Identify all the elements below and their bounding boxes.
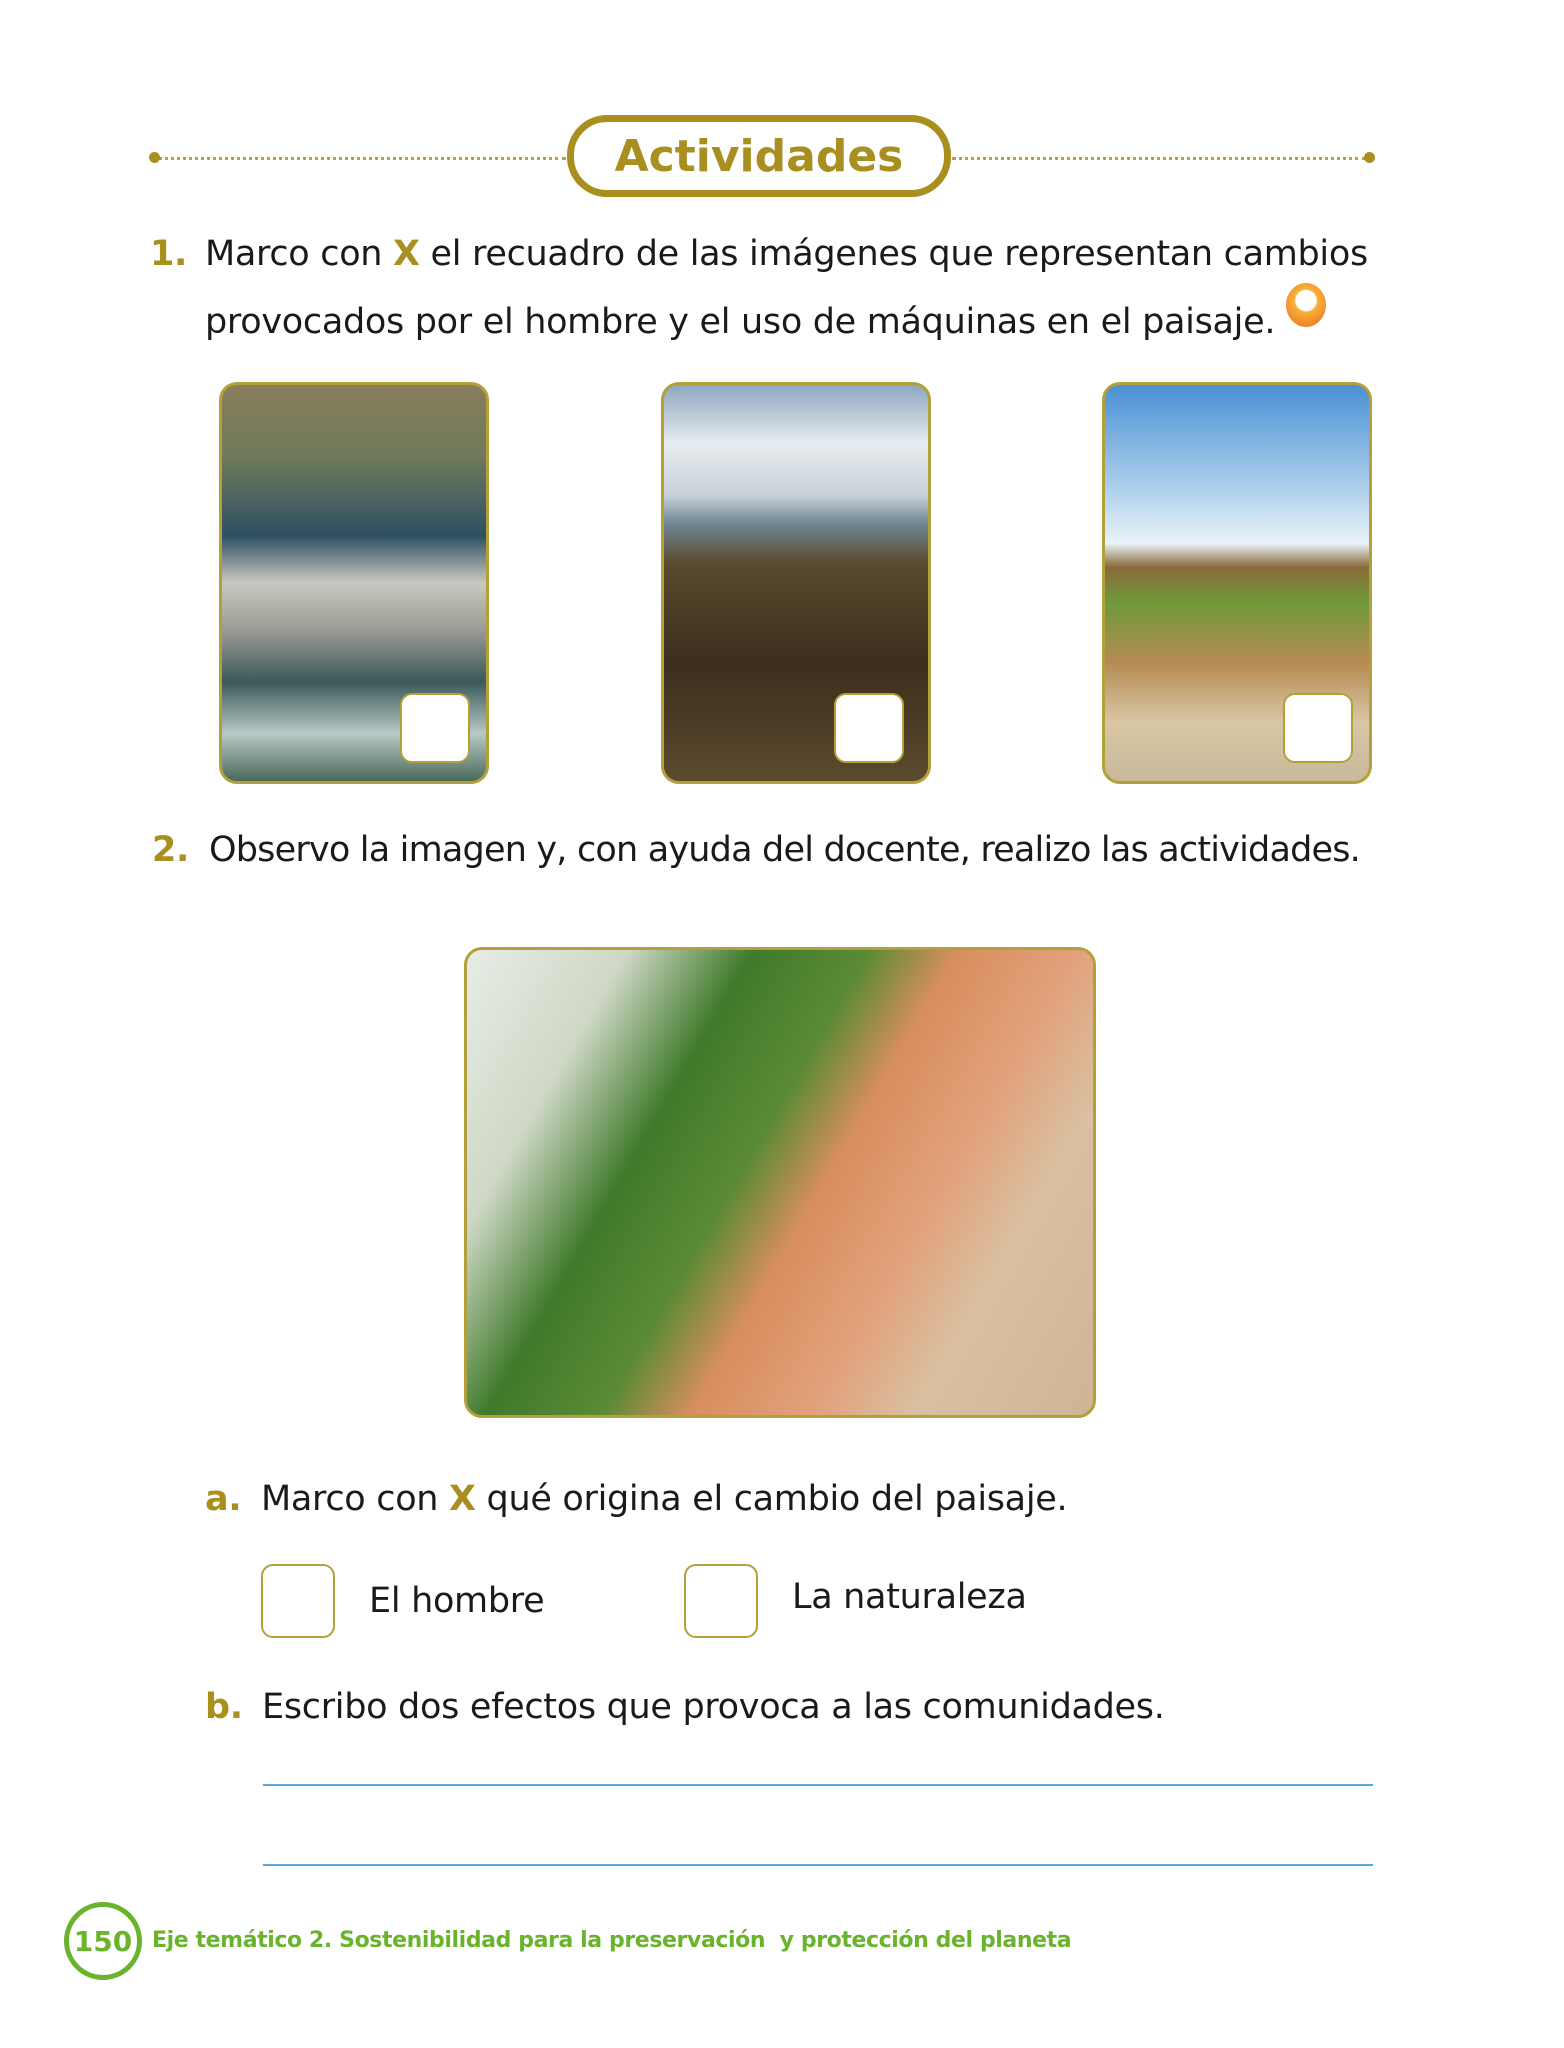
x-mark: X [449,1479,476,1519]
lightbulb-icon [1286,283,1326,327]
qa-text-b: qué origina el cambio del paisaje. [475,1479,1068,1519]
q1-text-b: el recuadro de las imágenes que representan cambios [419,234,1368,274]
header-dot-left [149,152,160,163]
q1-number: 1. [150,234,188,274]
qb-instruction: Escribo dos efectos que provoca a las comunidades. [262,1687,1165,1727]
page-number: 150 [64,1902,142,1980]
x-mark: X [393,234,420,274]
section-title: Actividades [567,115,951,197]
q2-number: 2. [152,830,190,870]
q1-instruction [205,225,1405,351]
excavators-photo [1102,382,1372,784]
checkbox-image-1[interactable] [400,693,470,763]
q2-instruction: Observo la imagen y, con ayuda del docente, realizo las actividades. [209,830,1360,870]
option-el-hombre-label: El hombre [369,1581,545,1621]
qa-text-a: Marco con [261,1479,450,1519]
checkbox-el-hombre[interactable] [261,1564,335,1638]
header-left-line [158,157,566,160]
answer-line-2[interactable] [263,1864,1373,1866]
landslide-photo [464,947,1096,1418]
header-dot-right [1364,152,1375,163]
rocky-coast-photo [661,382,931,784]
q1-text-c: provocados por el hombre y el uso de máquinas en el paisaje. [205,302,1276,342]
option-la-naturaleza-label: La naturaleza [792,1577,1027,1617]
checkbox-image-3[interactable] [1283,693,1353,763]
answer-line-1[interactable] [263,1784,1373,1786]
qa-instruction [261,1470,1067,1528]
qa-letter: a. [205,1479,242,1519]
q1-text-a: Marco con [205,234,394,274]
dam-construction-photo [219,382,489,784]
qb-letter: b. [205,1687,243,1727]
checkbox-image-2[interactable] [834,693,904,763]
header-right-line [952,157,1366,160]
footer-text: Eje temático 2. Sostenibilidad para la preservación y protección del planeta [152,1928,1072,1953]
checkbox-la-naturaleza[interactable] [684,1564,758,1638]
